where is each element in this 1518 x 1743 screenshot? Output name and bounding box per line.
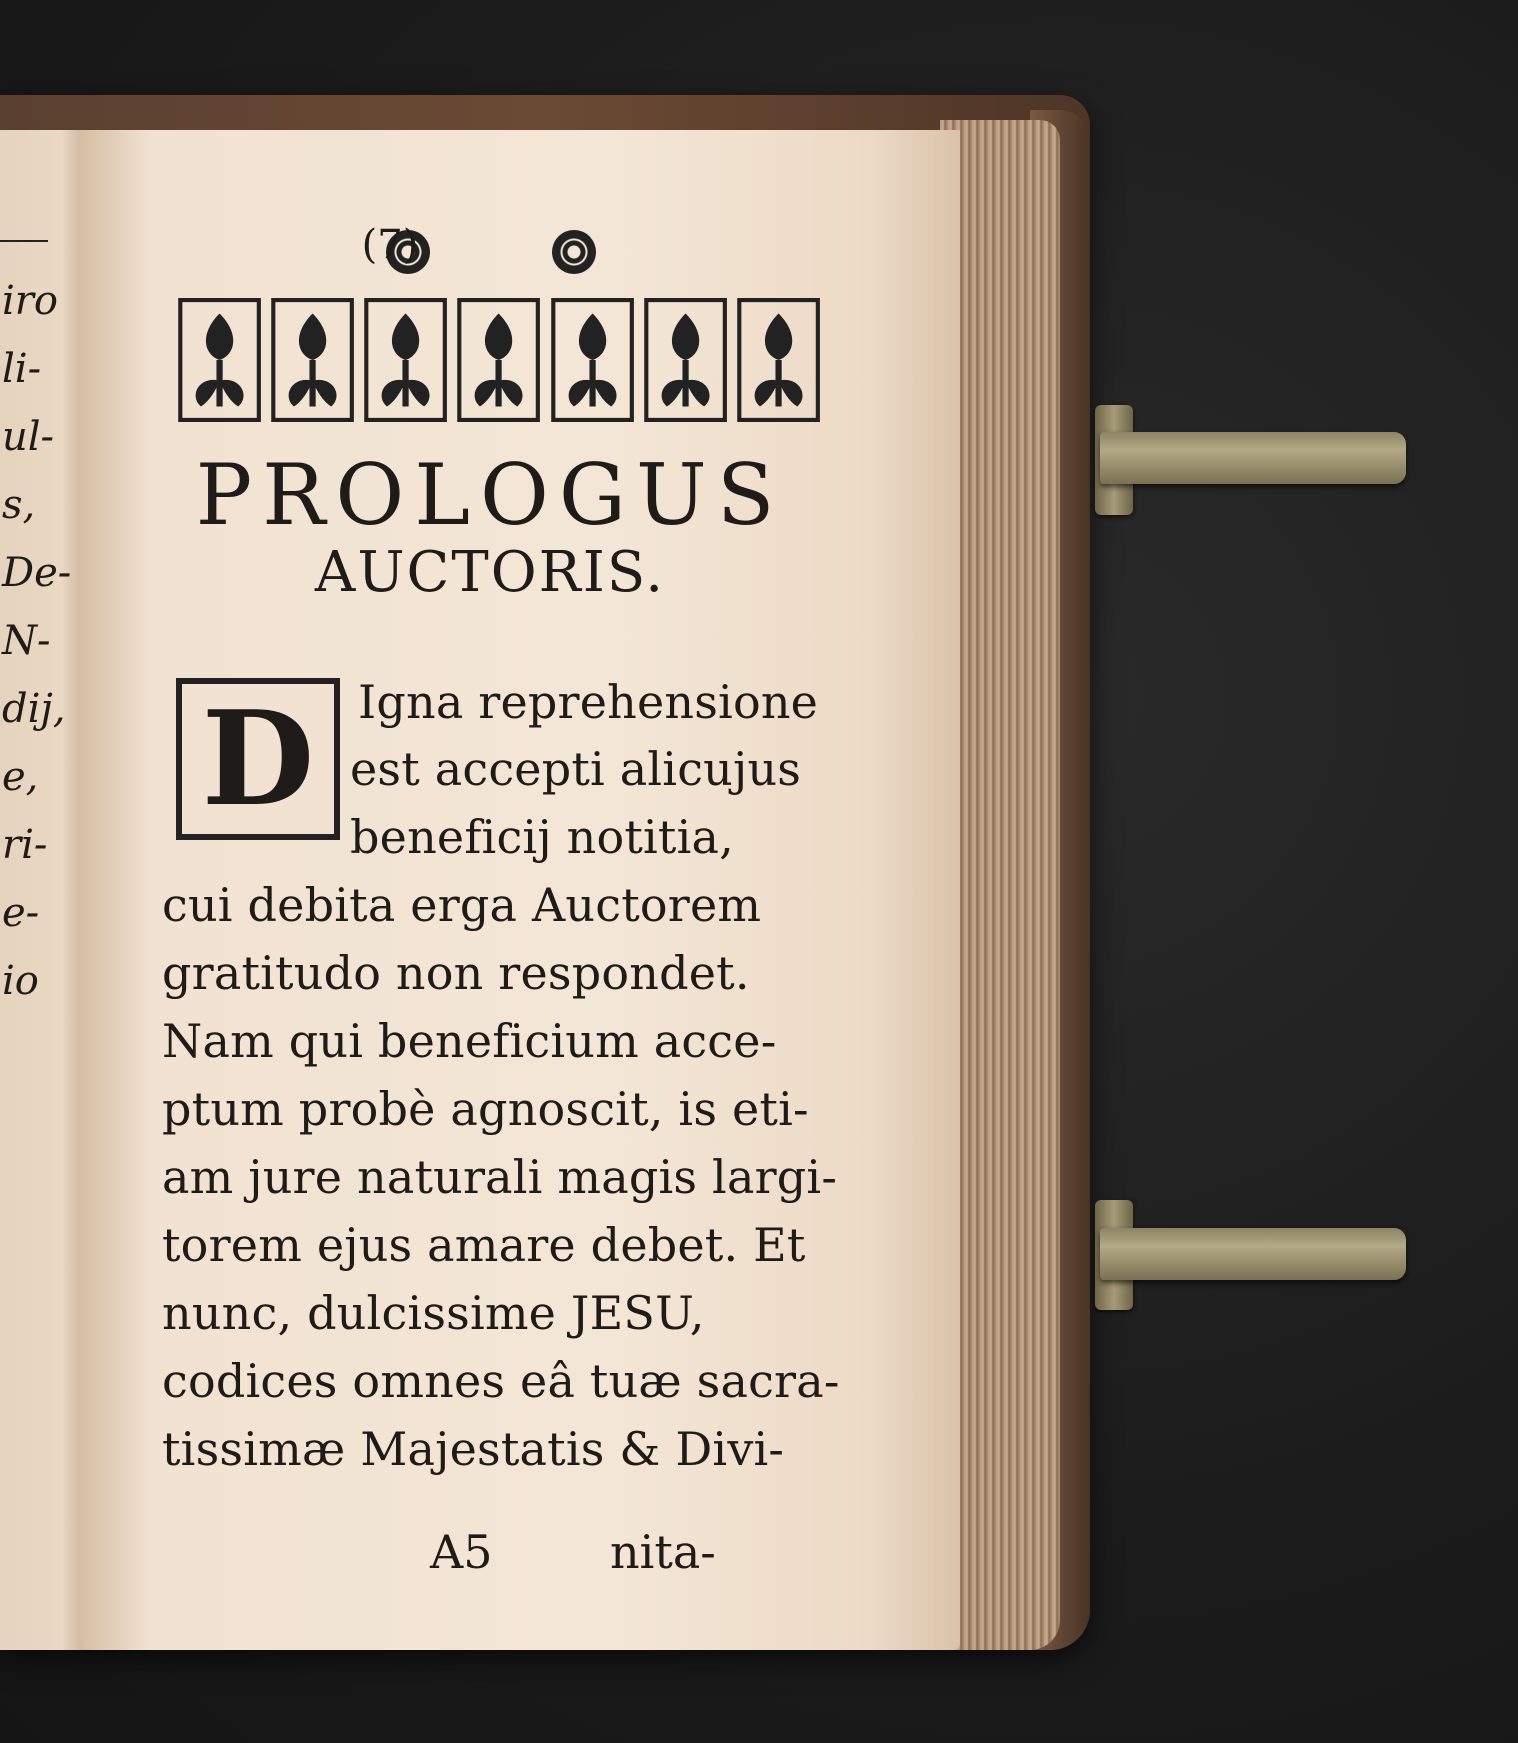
left-fragment: ri- bbox=[2, 822, 48, 868]
text-line: Nam qui beneficium acce- bbox=[162, 1014, 777, 1068]
floral-tile bbox=[362, 298, 449, 422]
left-fragment: iro bbox=[2, 278, 58, 324]
upper-clasp bbox=[1100, 432, 1406, 484]
text-line: beneficij notitia, bbox=[350, 810, 734, 864]
text-line: ptum probè agnoscit, is eti- bbox=[162, 1082, 809, 1136]
left-fragment: N- bbox=[2, 618, 51, 664]
left-page bbox=[0, 130, 88, 1650]
left-fragment: io bbox=[2, 958, 39, 1004]
chapter-subtitle: AUCTORIS. bbox=[314, 540, 666, 605]
floral-tile bbox=[642, 298, 729, 422]
floral-tile bbox=[455, 298, 542, 422]
catchword: nita- bbox=[610, 1525, 716, 1579]
chapter-title: PROLOGUS bbox=[195, 446, 785, 544]
floral-headpiece-band bbox=[176, 298, 822, 422]
left-fragment: dij, bbox=[2, 686, 66, 732]
floral-tile bbox=[269, 298, 356, 422]
lower-clasp bbox=[1100, 1228, 1406, 1280]
left-fragment: De- bbox=[2, 550, 72, 596]
text-line: Igna reprehensione bbox=[358, 675, 819, 729]
left-fragment: li- bbox=[2, 346, 42, 392]
rosette-ornament-right bbox=[552, 230, 596, 274]
left-fragment: ul- bbox=[2, 414, 55, 460]
left-fragment: s, bbox=[2, 482, 36, 528]
text-line: est accepti alicujus bbox=[350, 742, 802, 796]
right-page bbox=[80, 130, 960, 1650]
text-line: nunc, dulcissime JESU, bbox=[162, 1286, 705, 1340]
text-line: codices omnes eâ tuæ sacra- bbox=[162, 1354, 840, 1408]
text-line: gratitudo non respondet. bbox=[162, 946, 750, 1000]
left-fragment: e- bbox=[2, 890, 40, 936]
drop-cap-letter: D bbox=[201, 682, 315, 835]
text-line: cui debita erga Auctorem bbox=[162, 878, 762, 932]
floral-tile bbox=[735, 298, 822, 422]
text-line: am jure naturali magis largi- bbox=[162, 1150, 838, 1204]
left-fragment: e, bbox=[2, 754, 39, 800]
signature-mark: A5 bbox=[430, 1525, 493, 1579]
page-number: (7) bbox=[361, 222, 419, 268]
text-line: tissimæ Majestatis & Divi- bbox=[162, 1422, 785, 1476]
decorated-initial bbox=[176, 678, 340, 840]
floral-tile bbox=[549, 298, 636, 422]
text-line: torem ejus amare debet. Et bbox=[162, 1218, 806, 1272]
floral-tile bbox=[176, 298, 263, 422]
left-page-rule bbox=[0, 240, 48, 242]
